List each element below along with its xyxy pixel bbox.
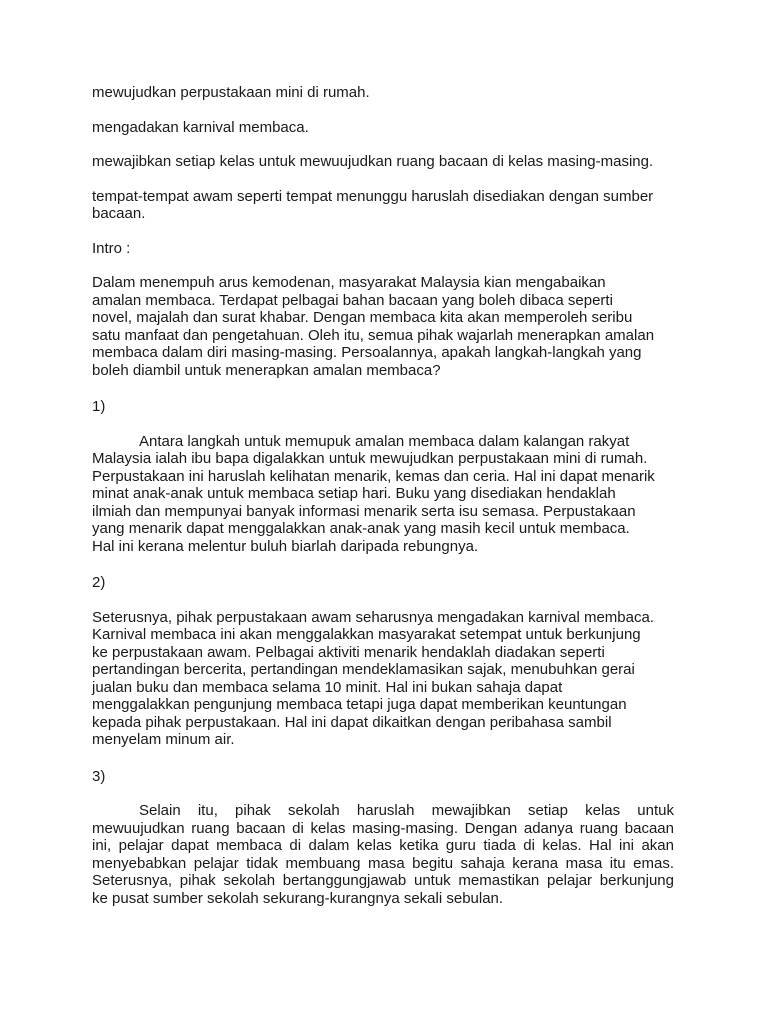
- intro-line: amalan membaca. Terdapat pelbagai bahan bacaan yang boleh dibaca seperti: [92, 291, 613, 309]
- point-1: [92, 84, 674, 102]
- section-3-label: 3): [92, 767, 106, 785]
- point-3: [92, 153, 674, 171]
- section-1-heading: [92, 398, 674, 416]
- section-1-label: 1): [92, 398, 106, 415]
- point-4-line-2: bacaan.: [92, 205, 146, 222]
- section-1-paragraph: [92, 433, 674, 556]
- section-3-line: menyebabkan pelajar tidak membuang masa begitu sahaja kerana masa itu emas.: [92, 854, 674, 872]
- point-1-text: mewujudkan perpustakaan mini di rumah.: [92, 84, 370, 101]
- document-page: [92, 84, 674, 907]
- section-2-line: kepada pihak perpustakaan. Hal ini dapat dikaitkan dengan peribahasa sambil: [92, 713, 612, 731]
- intro-line: boleh diambil untuk menerapkan amalan membaca?: [92, 361, 441, 379]
- section-3-line: Seterusnya, pihak sekolah bertanggungjawab untuk memastikan pelajar berkunjung: [92, 872, 674, 889]
- intro-heading: [92, 240, 674, 258]
- intro-line: membaca dalam diri masing-masing. Persoalannya, apakah langkah-langkah yang: [92, 344, 642, 361]
- section-2-line: ke perpustakaan awam. Pelbagai aktiviti menarik hendaklah diadakan seperti: [92, 643, 605, 661]
- section-1-line: minat anak-anak untuk membaca setiap hari. Buku yang disediakan hendaklah: [92, 485, 616, 502]
- intro-line: Dalam menempuh arus kemodenan, masyarakat Malaysia kian mengabaikan: [92, 274, 606, 291]
- section-1-line: yang menarik dapat menggalakkan anak-anak yang masih kecil untuk membaca.: [92, 520, 630, 537]
- section-2-line: menggalakkan pengunjung membaca tetapi juga dapat memberikan keuntungan: [92, 696, 627, 713]
- section-1-line: ilmiah dan mempunyai banyak informasi menarik serta isu semasa. Perpustakaan: [92, 502, 636, 520]
- section-3-line: Selain itu, pihak sekolah haruslah mewajibkan setiap kelas untuk: [139, 802, 674, 819]
- section-3-line: ini, pelajar dapat membaca di dalam kelas ketika guru tiada di kelas. Hal ini akan: [92, 837, 674, 854]
- section-1-line: Perpustakaan ini haruslah kelihatan menarik, kemas dan ceria. Hal ini dapat menarik: [92, 467, 655, 485]
- intro-line: novel, majalah dan surat khabar. Dengan membaca kita akan memperoleh seribu: [92, 309, 633, 326]
- section-1-line: Hal ini kerana melentur buluh biarlah daripada rebungnya.: [92, 537, 479, 555]
- section-2-line: Karnival membaca ini akan menggalakkan masyarakat setempat untuk berkunjung: [92, 626, 641, 643]
- intro-line: satu manfaat dan pengetahuan. Oleh itu, semua pihak wajarlah menerapkan amalan: [92, 326, 655, 344]
- section-2-heading: [92, 574, 674, 592]
- point-4: [92, 188, 674, 223]
- section-3-line: ke pusat sumber sekolah sekurang-kurangnya sekali sebulan.: [92, 889, 504, 907]
- section-2-paragraph: [92, 609, 674, 749]
- section-1-line: Antara langkah untuk memupuk amalan membaca dalam kalangan rakyat: [139, 432, 630, 450]
- point-3-text: mewajibkan setiap kelas untuk mewuujudkan ruang bacaan di kelas masing-masing.: [92, 153, 654, 170]
- section-3-heading: [92, 768, 674, 786]
- section-1-line: Malaysia ialah ibu bapa digalakkan untuk mewujudkan perpustakaan mini di rumah.: [92, 450, 648, 467]
- point-2-text: mengadakan karnival membaca.: [92, 118, 309, 136]
- section-2-line: menyelam minum air.: [92, 731, 235, 748]
- intro-paragraph: [92, 274, 674, 379]
- section-2-label: 2): [92, 574, 106, 591]
- point-4-line-1: tempat-tempat awam seperti tempat menunggu haruslah disediakan dengan sumber: [92, 187, 654, 205]
- intro-label: Intro :: [92, 239, 131, 257]
- section-2-line: jualan buku dan membaca selama 10 minit. Hal ini bukan sahaja dapat: [92, 678, 563, 696]
- point-2: [92, 119, 674, 137]
- section-2-line: pertandingan bercerita, pertandingan mendeklamasikan sajak, menubuhkan gerai: [92, 661, 635, 678]
- section-2-line: Seterusnya, pihak perpustakaan awam seharusnya mengadakan karnival membaca.: [92, 608, 654, 626]
- section-3-paragraph: [92, 802, 674, 907]
- section-3-line: mewuujudkan ruang bacaan di kelas masing-masing. Dengan adanya ruang bacaan: [92, 819, 674, 837]
